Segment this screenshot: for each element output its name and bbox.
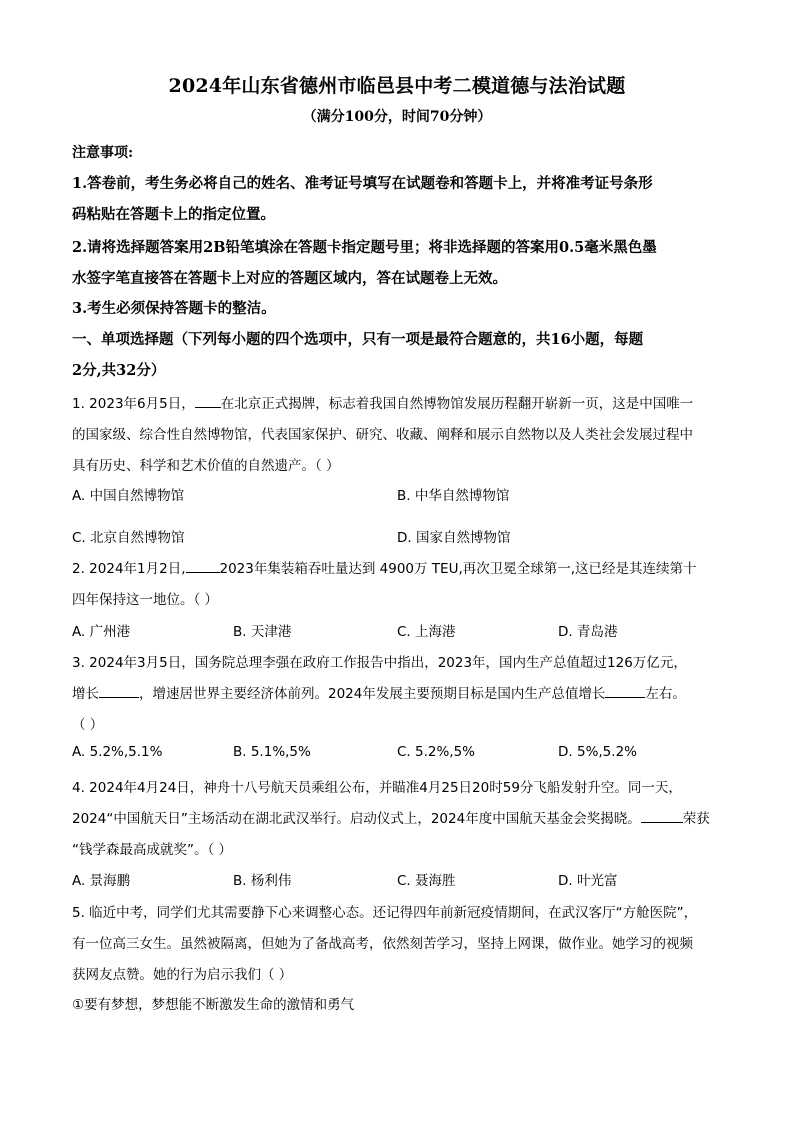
answer-blank: [99, 685, 139, 698]
question-3-part-a: 增长: [72, 686, 99, 702]
question-1-option-b: B. 中华自然博物馆: [397, 488, 510, 504]
question-3-option-d: D. 5%,5.2%: [558, 744, 637, 760]
notice-heading: 注意事项:: [72, 145, 134, 161]
page-title: 2024年山东省德州市临邑县中考二模道德与法治试题: [168, 75, 626, 97]
question-2-prefix: 2. 2024年1月2日,: [72, 561, 186, 577]
exam-info: （满分100分，时间70分钟）: [302, 109, 492, 125]
question-3-part-c: 左右。: [645, 686, 686, 702]
answer-blank: [186, 560, 220, 573]
section-heading-line-1: 一、单项选择题（下列每小题的四个选项中，只有一项是最符合题意的，共16小题，每题: [72, 331, 644, 348]
question-3-line-3: （ ）: [72, 717, 104, 733]
question-3-line-2: [72, 682, 686, 702]
question-1-line-1: [72, 392, 693, 412]
question-4-option-c: C. 聂海胜: [397, 873, 456, 889]
question-2-option-b: B. 天津港: [233, 624, 292, 640]
question-4-line-2: [72, 807, 710, 827]
question-5-line-1: 5. 临近中考，同学们尤其需要静下心来调整心态。还记得四年前新冠疫情期间，在武汉客厅“方舱医院”，: [72, 905, 698, 921]
question-3-option-a: A. 5.2%,5.1%: [72, 744, 163, 760]
question-2-option-a: A. 广州港: [72, 624, 131, 640]
question-1-option-a: A. 中国自然博物馆: [72, 488, 185, 504]
question-4-line-1: 4. 2024年4月24日，神舟十八号航天员乘组公布，并瞄准4月25日20时59分飞船发射升空。同一天，: [72, 780, 682, 796]
answer-blank: [605, 685, 645, 698]
question-3-line-1: 3. 2024年3月5日，国务院总理李强在政府工作报告中指出，2023年，国内生产总值超过126万亿元，: [72, 655, 687, 671]
answer-blank: [195, 395, 221, 408]
question-1-prefix: 1. 2023年6月5日，: [72, 396, 195, 412]
question-3-part-b: ，增速居世界主要经济体前列。2024年发展主要预期目标是国内生产总值增长: [139, 686, 606, 702]
question-4-option-b: B. 杨利伟: [233, 873, 292, 889]
notice-item-3: 3.考生必须保持答题卡的整洁。: [72, 300, 276, 317]
question-2-option-d: D. 青岛港: [558, 624, 618, 640]
question-1-line-2: 的国家级、综合性自然博物馆，代表国家保护、研究、收藏、阐释和展示自然物以及人类社会发展过程中: [72, 427, 693, 443]
notice-item-1-line-1: 1.答卷前，考生务必将自己的姓名、准考证号填写在试题卷和答题卡上，并将准考证号条形: [72, 175, 653, 192]
question-2-option-c: C. 上海港: [397, 624, 456, 640]
notice-item-1-line-2: 码粘贴在答题卡上的指定位置。: [72, 206, 275, 223]
section-heading-line-2: 2分,共32分）: [72, 362, 166, 379]
question-4-option-a: A. 景海鹏: [72, 873, 131, 889]
question-3-option-c: C. 5.2%,5%: [397, 744, 476, 760]
question-2-stem: 2023年集装箱吞吐量达到 4900万 TEU,再次卫冕全球第一,这已经是其连续第十: [219, 561, 697, 577]
question-4-option-d: D. 叶光富: [558, 873, 618, 889]
question-1-line-3: 具有历史、科学和艺术价值的自然遗产。（ ）: [72, 458, 340, 474]
question-3-option-b: B. 5.1%,5%: [233, 744, 311, 760]
question-4-part-b: 荣获: [682, 811, 710, 827]
answer-blank: [641, 810, 683, 823]
question-5-line-3: 获网友点赞。她的行为启示我们（ ）: [72, 967, 293, 983]
question-5-statement-1: ①要有梦想，梦想能不断激发生命的激情和勇气: [72, 997, 355, 1013]
question-2-line-2: 四年保持这一地位。（ ）: [72, 592, 219, 608]
question-1-option-d: D. 国家自然博物馆: [397, 530, 511, 546]
question-4-part-a: 2024“中国航天日”主场活动在湖北武汉举行。启动仪式上，2024年度中国航天基金会奖揭晓。: [72, 811, 641, 827]
question-5-line-2: 有一位高三女生。虽然被隔离，但她为了备战高考，依然刻苦学习，坚持上网课，做作业。她学习的视频: [72, 936, 693, 952]
question-2-line-1: [72, 557, 697, 577]
question-4-line-3: “钱学森最高成就奖”。（ ）: [72, 842, 233, 858]
question-1-option-c: C. 北京自然博物馆: [72, 530, 185, 546]
question-1-stem: 在北京正式揭牌，标志着我国自然博物馆发展历程翻开崭新一页，这是中国唯一: [220, 396, 694, 412]
notice-item-2-line-2: 水签字笔直接答在答题卡上对应的答题区域内，答在试题卷上无效。: [72, 270, 507, 287]
notice-item-2-line-1: 2.请将选择题答案用2B铅笔填涂在答题卡指定题号里；将非选择题的答案用0.5毫米黑色墨: [72, 239, 657, 256]
